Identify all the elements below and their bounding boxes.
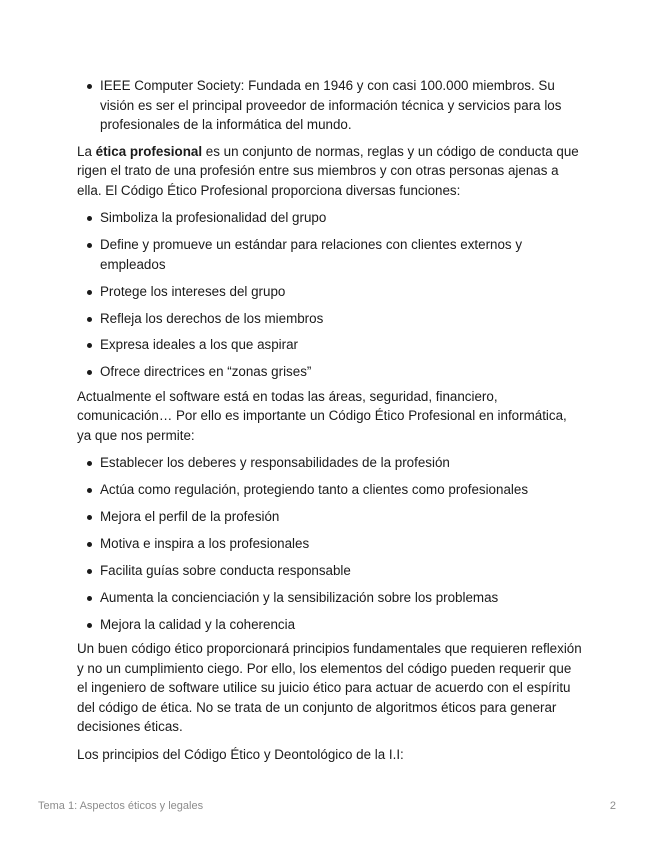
ethics-definition-paragraph <box>77 142 582 201</box>
software-importance-paragraph: Actualmente el software está en todas las áreas, seguridad, financiero, comunicación… Por ello es importante un Código Ético Profesional en informática, ya que nos permite: <box>77 388 567 443</box>
list-item-text: IEEE Computer Society: Fundada en 1946 y con casi 100.000 miembros. Su visión es ser el principal proveedor de información técnica y servicios para los profesionales de la informática del mundo. <box>100 78 562 132</box>
list-item-text: Mejora la calidad y la coherencia <box>100 616 296 632</box>
principles-intro-paragraph: Los principios del Código Ético y Deontológico de la I.I: <box>77 746 404 762</box>
bold-term: ética profesional <box>95 143 203 159</box>
bullet-icon <box>87 84 92 89</box>
benefits-list <box>77 453 582 634</box>
ieee-list <box>77 76 582 135</box>
bullet-icon <box>87 290 92 295</box>
list-item <box>77 480 582 500</box>
list-item <box>77 534 582 554</box>
ethical-code-paragraph: Un buen código ético proporcionará principios fundamentales que requieren reflexión y no un cumplimiento ciego. Por ello, los elementos del código pueden requerir que el ingeniero de software utilice su juicio ético para actuar de acuerdo con el espíritu del código de ética. No se trata de un conjunto de algoritmos éticos para generar decisiones éticas. <box>77 641 582 735</box>
bullet-icon <box>87 370 92 375</box>
list-item <box>77 76 582 135</box>
list-item <box>77 507 582 527</box>
footer-title: Tema 1: Aspectos éticos y legales <box>38 800 204 812</box>
page-number: 2 <box>609 800 616 812</box>
bullet-icon <box>87 343 92 348</box>
list-item <box>77 282 582 302</box>
paragraph-text: es un conjunto de normas, reglas y un código de conducta que rigen el trato de una profesión entre sus miembros y con otras personas ajenas a ella. El Código Ético Profesional proporciona diversas funciones: <box>77 143 579 198</box>
list-item-text: Refleja los derechos de los miembros <box>100 310 324 326</box>
bullet-icon <box>87 515 92 520</box>
bullet-icon <box>87 216 92 221</box>
list-item-text: Simboliza la profesionalidad del grupo <box>100 210 327 226</box>
bullet-icon <box>87 488 92 493</box>
bullet-icon <box>87 243 92 248</box>
list-item-text: Aumenta la concienciación y la sensibilización sobre los problemas <box>100 589 499 605</box>
bullet-icon <box>87 623 92 628</box>
bullet-icon <box>87 317 92 322</box>
list-item <box>77 208 582 228</box>
paragraph-text: La <box>77 143 96 159</box>
list-item-text: Motiva e inspira a los profesionales <box>100 536 310 552</box>
list-item-text: Define y promueve un estándar para relaciones con clientes externos y empleados <box>100 237 523 272</box>
list-item <box>77 235 582 274</box>
bullet-icon <box>87 569 92 574</box>
list-item-text: Establecer los deberes y responsabilidades de la profesión <box>100 455 450 471</box>
list-item <box>77 453 582 473</box>
functions-list <box>77 208 582 381</box>
list-item <box>77 561 582 581</box>
list-item-text: Expresa ideales a los que aspirar <box>100 337 298 353</box>
bullet-icon <box>87 596 92 601</box>
list-item <box>77 309 582 329</box>
list-item <box>77 335 582 355</box>
list-item <box>77 615 582 635</box>
list-item-text: Facilita guías sobre conducta responsable <box>100 562 351 578</box>
list-item-text: Protege los intereses del grupo <box>100 283 286 299</box>
list-item-text: Actúa como regulación, protegiendo tanto a clientes como profesionales <box>100 482 529 498</box>
document-body <box>77 76 582 772</box>
bullet-icon <box>87 461 92 466</box>
list-item-text: Mejora el perfil de la profesión <box>100 509 280 525</box>
list-item-text: Ofrece directrices en “zonas grises” <box>100 364 312 380</box>
bullet-icon <box>87 542 92 547</box>
list-item <box>77 362 582 382</box>
list-item <box>77 588 582 608</box>
